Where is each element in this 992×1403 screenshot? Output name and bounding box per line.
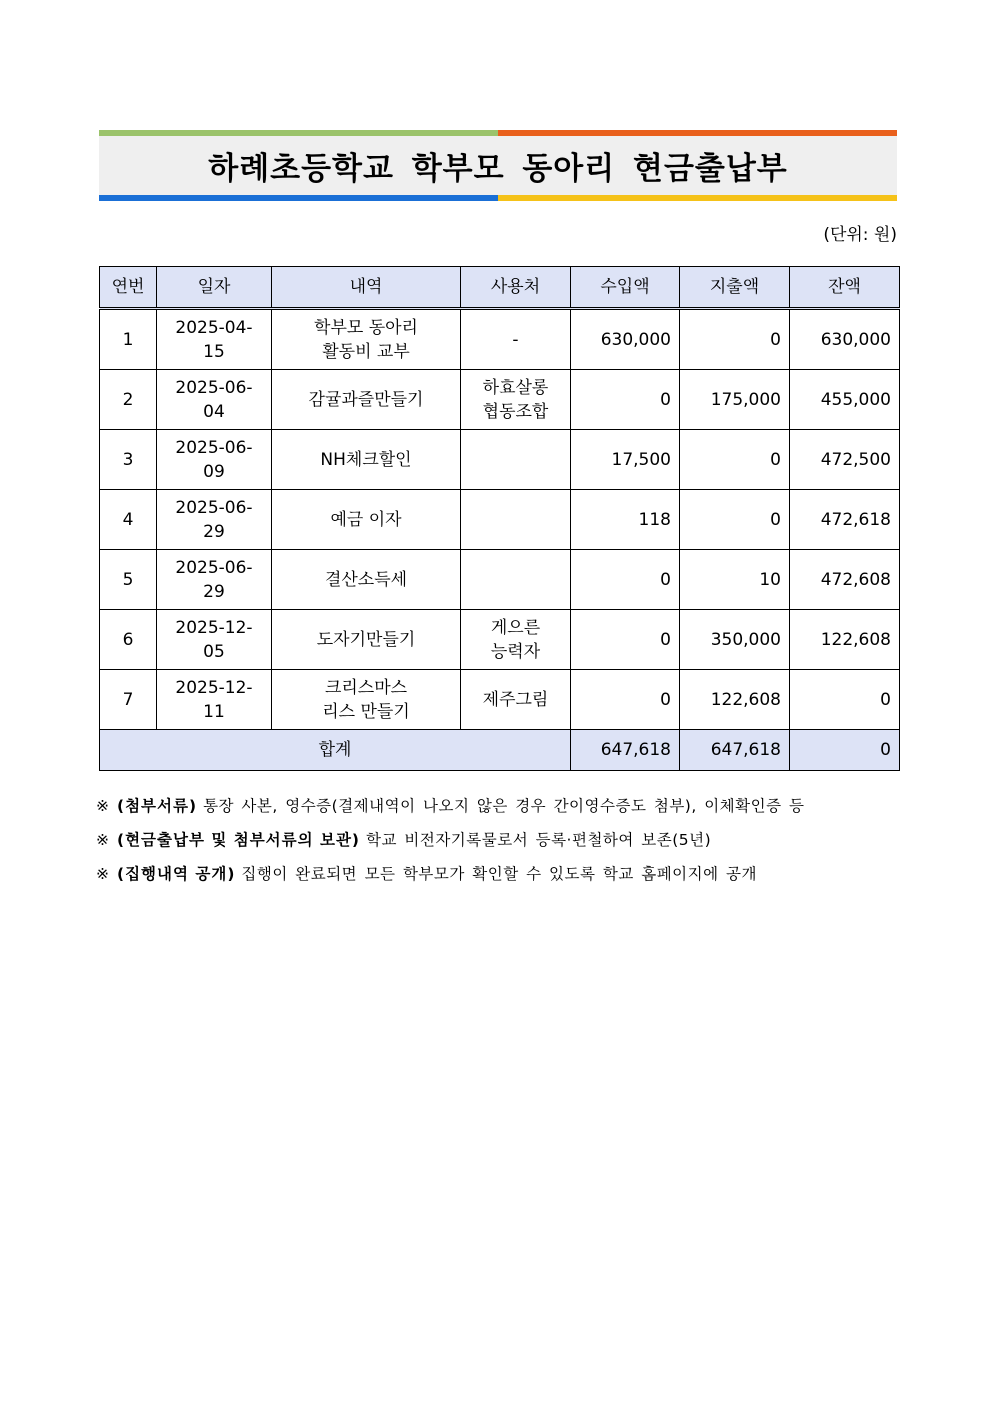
table-row — [100, 309, 900, 370]
row-balance: 122,608 — [790, 610, 900, 670]
row-description — [272, 430, 461, 490]
note-disclosure — [96, 861, 900, 895]
row-no: 1 — [100, 309, 157, 370]
note-storage — [96, 827, 900, 861]
notes-section — [96, 793, 900, 895]
table-row — [100, 670, 900, 730]
row-date: 2025-12-05 — [157, 610, 272, 670]
row-expense: 122,608 — [680, 670, 790, 730]
unit-label: (단위: 원) — [823, 225, 897, 245]
row-no: 3 — [100, 430, 157, 490]
row-no: 7 — [100, 670, 157, 730]
header-no: 연번 — [100, 267, 157, 309]
note-key: (집행내역 공개) — [117, 865, 236, 883]
row-payee-line2: 능력자 — [490, 641, 541, 662]
row-balance: 472,608 — [790, 550, 900, 610]
note-mark: ※ — [96, 831, 109, 849]
row-payee-line1: 게으른 — [490, 617, 541, 638]
row-description-line1: 예금 이자 — [330, 509, 402, 530]
row-description-line2: 활동비 교부 — [322, 341, 410, 362]
row-balance: 0 — [790, 670, 900, 730]
row-income: 630,000 — [571, 309, 680, 370]
table-row — [100, 370, 900, 430]
row-expense: 0 — [680, 430, 790, 490]
row-no: 6 — [100, 610, 157, 670]
row-date: 2025-06-04 — [157, 370, 272, 430]
title-bottom-bar-right — [498, 195, 897, 201]
row-income: 0 — [571, 550, 680, 610]
row-description — [272, 370, 461, 430]
row-date: 2025-06-09 — [157, 430, 272, 490]
row-payee — [461, 309, 571, 370]
note-key: (현금출납부 및 첨부서류의 보관) — [117, 831, 361, 849]
row-expense: 0 — [680, 309, 790, 370]
table-row — [100, 610, 900, 670]
row-income: 0 — [571, 370, 680, 430]
row-payee-line1: 하효살롱 — [482, 377, 549, 398]
total-row — [100, 730, 900, 771]
row-income: 17,500 — [571, 430, 680, 490]
row-expense: 0 — [680, 490, 790, 550]
header-description: 내역 — [272, 267, 461, 309]
row-date: 2025-06-29 — [157, 550, 272, 610]
row-expense: 175,000 — [680, 370, 790, 430]
row-payee — [461, 610, 571, 670]
total-expense: 647,618 — [680, 730, 790, 771]
note-mark: ※ — [96, 797, 109, 815]
row-description-line1: 결산소득세 — [324, 569, 408, 590]
table-row — [100, 430, 900, 490]
note-text: 통장 사본, 영수증(결제내역이 나오지 않은 경우 간이영수증도 첨부), 이체확인증 등 — [203, 797, 805, 815]
note-key: (첨부서류) — [117, 797, 198, 815]
table-row — [100, 490, 900, 550]
note-text: 집행이 완료되면 모든 학부모가 확인할 수 있도록 학교 홈페이지에 공개 — [241, 865, 757, 883]
row-payee-line2: 협동조합 — [482, 401, 549, 422]
row-description-line2: 리스 만들기 — [322, 701, 410, 722]
row-no: 2 — [100, 370, 157, 430]
row-description-line1: 도자기만들기 — [316, 629, 416, 650]
row-balance: 472,618 — [790, 490, 900, 550]
row-expense: 350,000 — [680, 610, 790, 670]
row-no: 5 — [100, 550, 157, 610]
row-no: 4 — [100, 490, 157, 550]
row-balance: 472,500 — [790, 430, 900, 490]
row-expense: 10 — [680, 550, 790, 610]
row-description-line1: 크리스마스 — [324, 677, 408, 698]
note-text: 학교 비전자기록물로서 등록·편철하여 보존(5년) — [366, 831, 712, 849]
row-payee — [461, 370, 571, 430]
title-bottom-bar-left — [99, 195, 498, 201]
note-mark: ※ — [96, 865, 109, 883]
row-income: 0 — [571, 610, 680, 670]
header-balance: 잔액 — [790, 267, 900, 309]
row-payee — [461, 490, 571, 550]
total-income: 647,618 — [571, 730, 680, 771]
row-balance: 455,000 — [790, 370, 900, 430]
table-row — [100, 550, 900, 610]
row-income: 118 — [571, 490, 680, 550]
row-payee — [461, 430, 571, 490]
row-description — [272, 550, 461, 610]
header-date: 일자 — [157, 267, 272, 309]
row-description — [272, 490, 461, 550]
row-payee — [461, 670, 571, 730]
row-balance: 630,000 — [790, 309, 900, 370]
title-bottom-bar — [99, 195, 897, 201]
row-payee — [461, 550, 571, 610]
row-payee-line1: 제주그림 — [482, 689, 549, 710]
note-attachments — [96, 793, 900, 827]
row-date: 2025-12-11 — [157, 670, 272, 730]
row-description — [272, 309, 461, 370]
title-banner — [99, 130, 897, 201]
row-date: 2025-06-29 — [157, 490, 272, 550]
row-description — [272, 670, 461, 730]
header-income: 수입액 — [571, 267, 680, 309]
header-expense: 지출액 — [680, 267, 790, 309]
row-income: 0 — [571, 670, 680, 730]
row-description-line1: 감귤과즐만들기 — [308, 389, 424, 410]
header-payee: 사용처 — [461, 267, 571, 309]
cash-ledger-table — [99, 266, 900, 771]
row-date: 2025-04-15 — [157, 309, 272, 370]
header-row — [100, 267, 900, 309]
row-description — [272, 610, 461, 670]
total-label: 합계 — [100, 730, 571, 771]
row-payee-line1: - — [512, 329, 519, 350]
row-description-line1: 학부모 동아리 — [314, 317, 418, 338]
total-balance: 0 — [790, 730, 900, 771]
row-description-line1: NH체크할인 — [320, 449, 412, 470]
page-title: 하례초등학교 학부모 동아리 현금출납부 — [208, 151, 788, 187]
